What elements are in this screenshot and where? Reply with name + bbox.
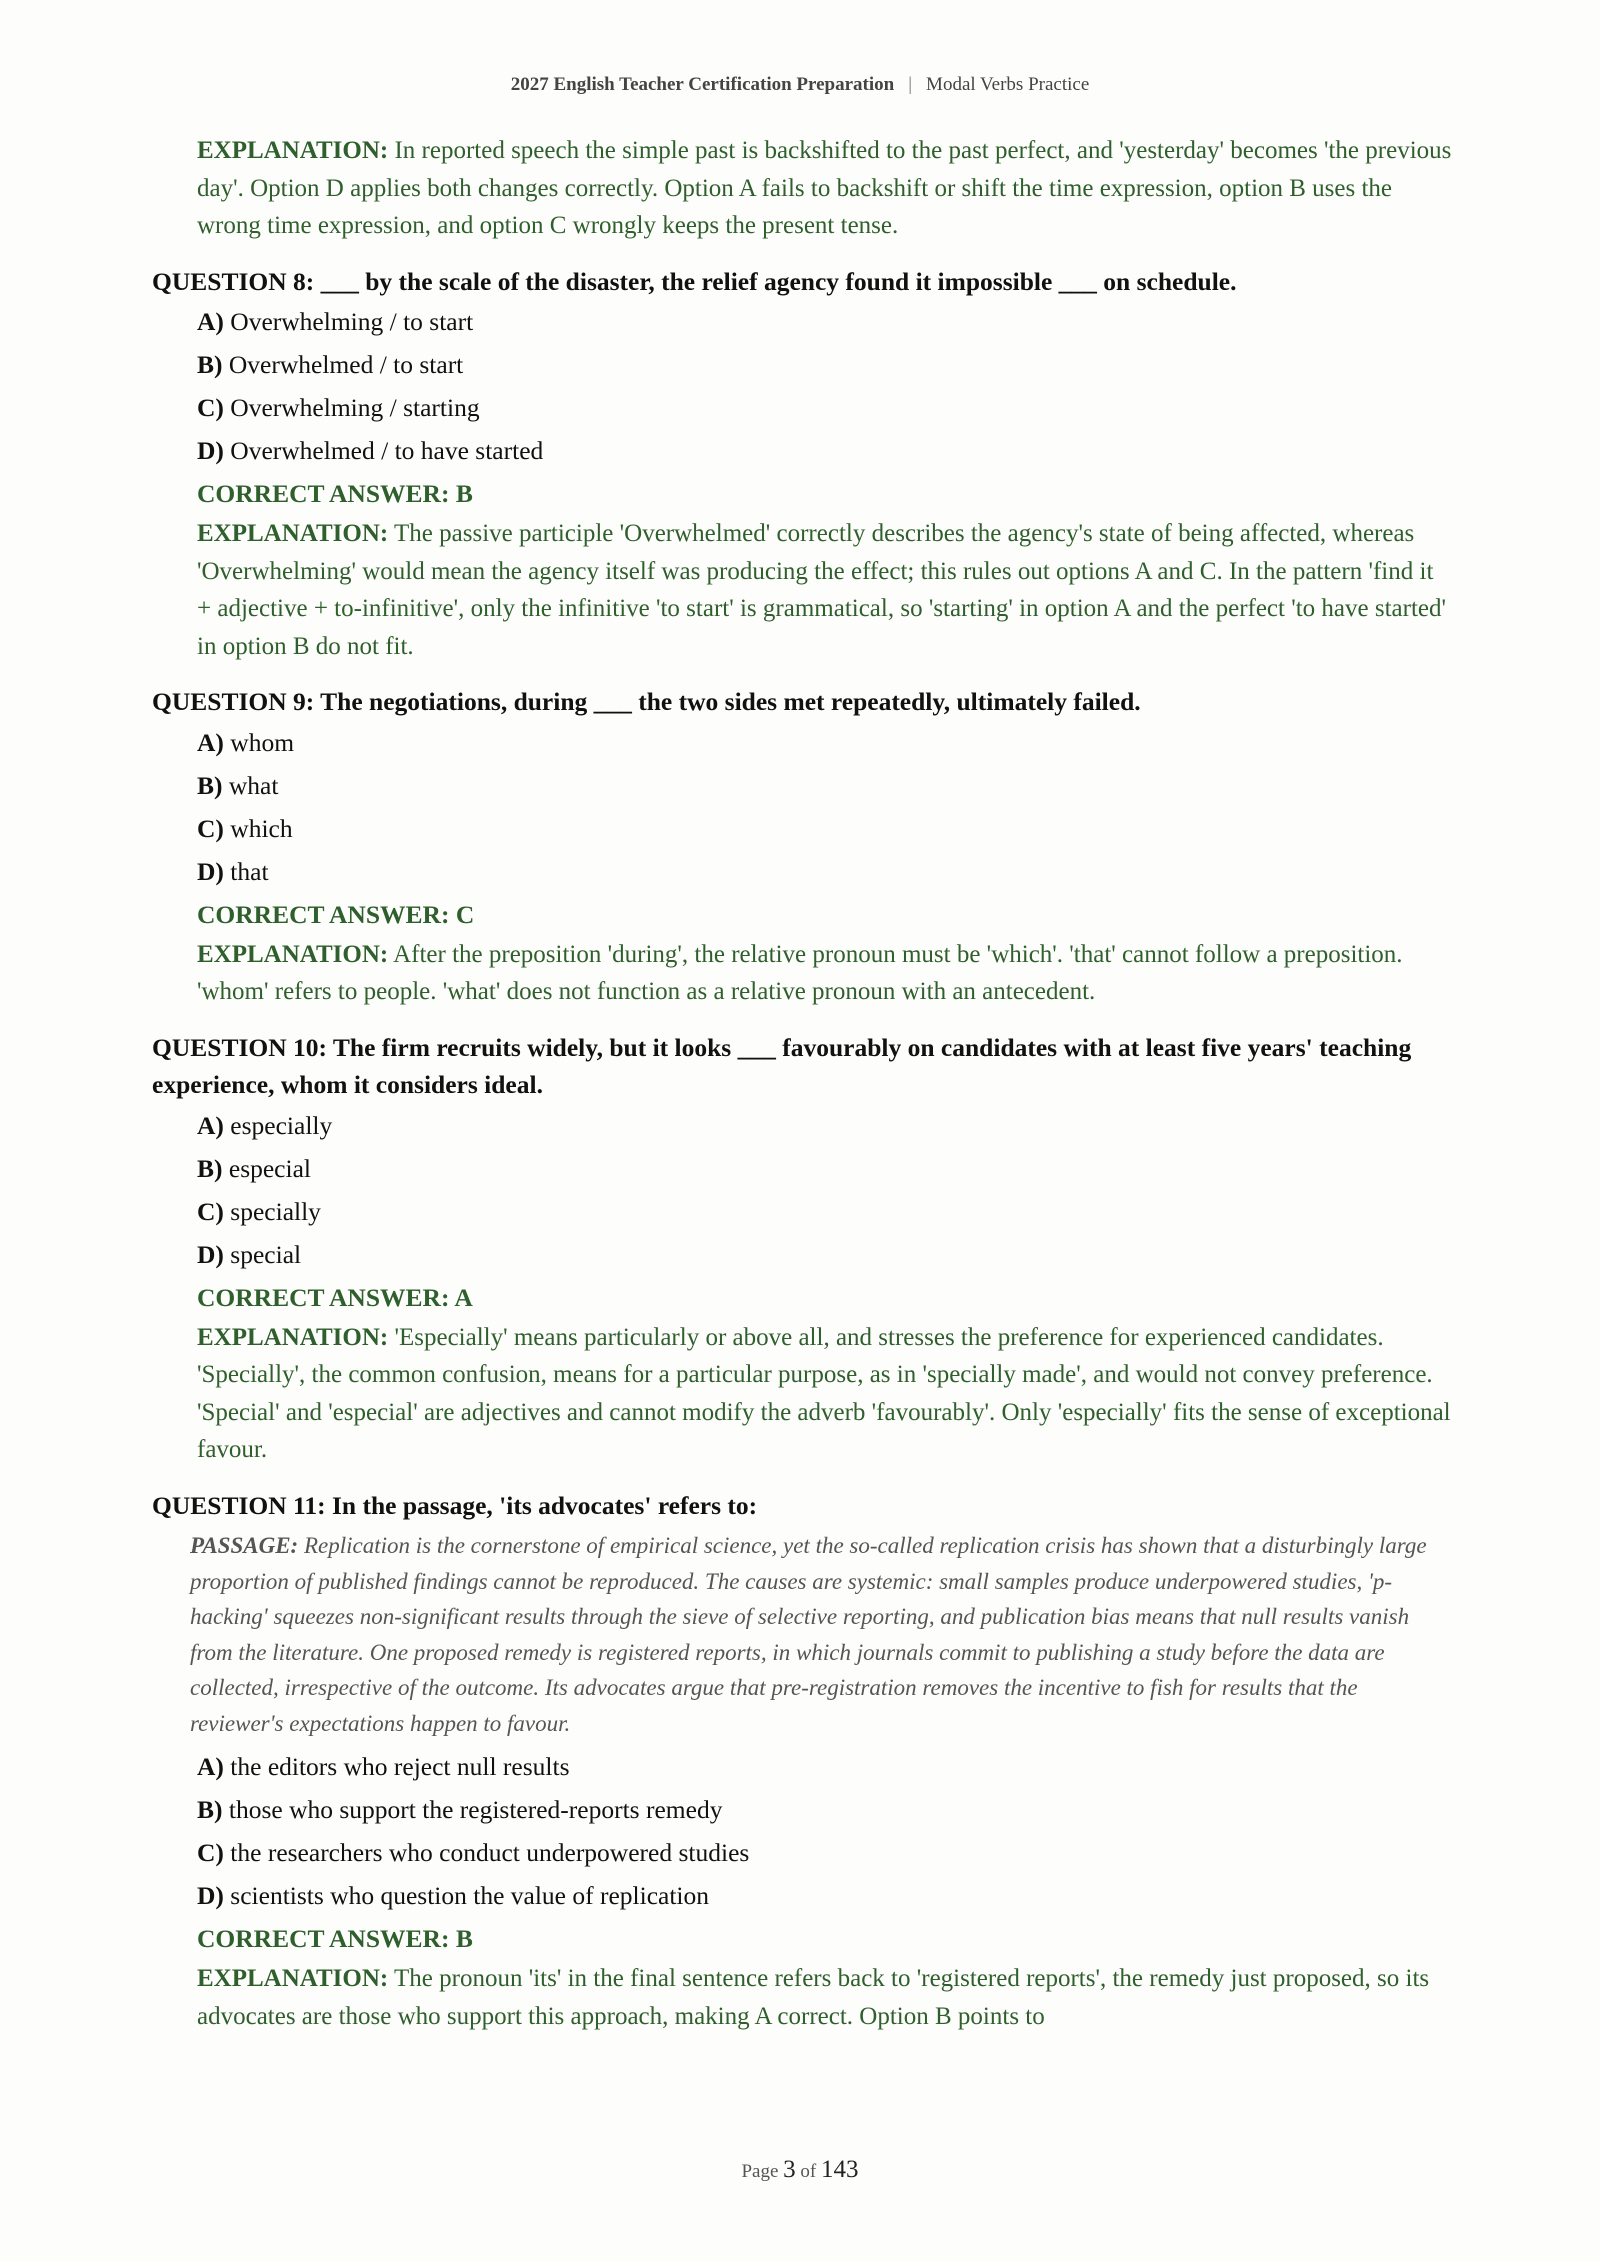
passage-text: Replication is the cornerstone of empirical science, yet the so-called replication crisis has shown that a disturbingly large proportion of published findings cannot be reproduced. The causes are systemic: small samples produce underpowered studies, 'p-hacking' squeezes non-significant results through the sieve of selective reporting, and publication bias means that null results vanish from the literature. One proposed remedy is registered reports, in which journals commit to publishing a study before the data are collected, irrespective of the outcome. Its advocates argue that pre-registration removes the incentive to fish for results that the reviewer's expectations happen to favour. bbox=[190, 1533, 1427, 1736]
question-8 bbox=[152, 263, 1452, 301]
option-text: especially bbox=[230, 1110, 333, 1140]
option-a bbox=[197, 1104, 1452, 1147]
question-text: In the passage, 'its advocates' refers to: bbox=[331, 1490, 758, 1520]
option-letter: C) bbox=[197, 1838, 224, 1867]
option-a bbox=[197, 721, 1452, 764]
option-text: scientists who question the value of replication bbox=[230, 1881, 710, 1910]
explanation-text: The passive participle 'Overwhelmed' correctly describes the agency's state of being affected, whereas 'Overwhelming' would mean the agency itself was producing the effect; this rules out options A and C. In the pattern 'find it + adjective + to-infinitive', only the infinitive 'to start' is grammatical, so 'starting' in option A and the perfect 'to have started' in option B do not fit. bbox=[197, 520, 1447, 660]
option-d bbox=[197, 429, 1452, 472]
options-q8 bbox=[197, 300, 1452, 472]
header-separator: | bbox=[908, 74, 913, 95]
explanation-text: In reported speech the simple past is backshifted to the past perfect, and 'yesterday' becomes 'the previous day'. Option D applies both changes correctly. Option A fails to backshift or shift the time expression, option B uses the wrong time expression, and option C wrongly keeps the present tense. bbox=[197, 137, 1452, 239]
option-b bbox=[197, 1788, 1452, 1831]
option-text: that bbox=[230, 856, 269, 886]
option-text: the editors who reject null results bbox=[230, 1752, 570, 1781]
options-q10 bbox=[197, 1104, 1452, 1276]
explanation-q11 bbox=[197, 1960, 1452, 2035]
page-content bbox=[152, 132, 1452, 2035]
option-a bbox=[197, 300, 1452, 343]
option-text: those who support the registered-reports remedy bbox=[228, 1795, 723, 1824]
reading-passage bbox=[190, 1528, 1452, 1741]
correct-answer-q10: CORRECT ANSWER: A bbox=[197, 1282, 473, 1312]
option-letter: B) bbox=[197, 770, 223, 800]
option-a bbox=[197, 1745, 1452, 1788]
option-text: what bbox=[228, 770, 279, 800]
option-letter: A) bbox=[197, 1752, 224, 1781]
option-letter: B) bbox=[197, 1153, 223, 1183]
explanation-label: EXPLANATION: bbox=[197, 137, 389, 164]
option-letter: B) bbox=[197, 1795, 223, 1824]
question-11 bbox=[152, 1487, 1452, 1525]
question-text: ___ by the scale of the disaster, the relief agency found it impossible ___ on schedule. bbox=[320, 266, 1237, 296]
header-subtitle: Modal Verbs Practice bbox=[926, 74, 1090, 95]
explanation-label: EXPLANATION: bbox=[197, 520, 389, 547]
option-c bbox=[197, 386, 1452, 429]
option-letter: A) bbox=[197, 1110, 224, 1140]
total-page-count: 143 bbox=[821, 2156, 859, 2183]
question-label: QUESTION 8: bbox=[152, 266, 315, 296]
options-q9 bbox=[197, 721, 1452, 893]
option-b bbox=[197, 1147, 1452, 1190]
option-c bbox=[197, 1190, 1452, 1233]
option-c bbox=[197, 1831, 1452, 1874]
option-text: special bbox=[230, 1239, 302, 1269]
option-text: Overwhelmed / to have started bbox=[230, 436, 544, 465]
passage-label: PASSAGE: bbox=[190, 1533, 299, 1558]
option-letter: D) bbox=[197, 856, 224, 886]
page-word: Page bbox=[741, 2161, 779, 2182]
option-text: which bbox=[230, 813, 293, 843]
options-q11 bbox=[197, 1745, 1452, 1917]
option-letter: A) bbox=[197, 307, 224, 336]
option-d bbox=[197, 850, 1452, 893]
explanation-q9 bbox=[197, 936, 1452, 1011]
option-text: the researchers who conduct underpowered studies bbox=[230, 1838, 750, 1867]
correct-answer-q11: CORRECT ANSWER: B bbox=[197, 1924, 473, 1953]
question-label: QUESTION 11: bbox=[152, 1490, 326, 1520]
question-text: The firm recruits widely, but it looks ___ favourably on candidates with at least five years' teaching experience, whom it considers ideal. bbox=[152, 1032, 1412, 1099]
question-label: QUESTION 9: bbox=[152, 687, 315, 716]
option-letter: D) bbox=[197, 436, 224, 465]
option-text: Overwhelmed / to start bbox=[228, 350, 464, 379]
option-text: Overwhelming / to start bbox=[230, 307, 474, 336]
option-d bbox=[197, 1874, 1452, 1917]
correct-answer-q9: CORRECT ANSWER: C bbox=[197, 899, 475, 929]
explanation-text: The pronoun 'its' in the final sentence refers back to 'registered reports', the remedy just proposed, so its advocates are those who support this approach, making A correct. Option B points to bbox=[197, 1965, 1430, 2030]
explanation-q8 bbox=[197, 515, 1452, 665]
option-d bbox=[197, 1233, 1452, 1276]
option-text: specially bbox=[230, 1196, 321, 1226]
explanation-q10 bbox=[197, 1319, 1452, 1469]
question-text: The negotiations, during ___ the two sides met repeatedly, ultimately failed. bbox=[320, 687, 1141, 716]
explanation-label: EXPLANATION: bbox=[197, 1323, 389, 1351]
option-letter: A) bbox=[197, 727, 224, 757]
explanation-q7 bbox=[197, 132, 1452, 245]
option-letter: C) bbox=[197, 1196, 224, 1226]
option-text: Overwhelming / starting bbox=[230, 393, 480, 422]
page-header bbox=[0, 74, 1600, 96]
explanation-label: EXPLANATION: bbox=[197, 1965, 389, 1992]
of-word: of bbox=[800, 2161, 817, 2182]
question-label: QUESTION 10: bbox=[152, 1032, 327, 1062]
question-9 bbox=[152, 683, 1452, 721]
current-page-number: 3 bbox=[783, 2156, 796, 2183]
option-letter: D) bbox=[197, 1881, 224, 1910]
explanation-text: 'Especially' means particularly or above all, and stresses the preference for experienced candidates. 'Specially', the common confusion, means for a particular purpose, as in 'specially made', and would not convey preference. 'Special' and 'especial' are adjectives and cannot modify the adverb 'favourably'. Only 'especially' fits the sense of exceptional favour. bbox=[197, 1323, 1451, 1463]
option-letter: C) bbox=[197, 393, 224, 422]
page-footer bbox=[0, 2156, 1600, 2184]
header-title: 2027 English Teacher Certification Preparation bbox=[510, 74, 895, 95]
option-b bbox=[197, 343, 1452, 386]
question-10 bbox=[152, 1029, 1452, 1104]
explanation-label: EXPLANATION: bbox=[197, 940, 389, 968]
option-letter: D) bbox=[197, 1239, 224, 1269]
explanation-text: After the preposition 'during', the relative pronoun must be 'which'. 'that' cannot follow a preposition. 'whom' refers to people. 'what' does not function as a relative pronoun with an antecedent. bbox=[197, 940, 1403, 1005]
correct-answer-q8: CORRECT ANSWER: B bbox=[197, 479, 473, 508]
option-text: especial bbox=[228, 1153, 311, 1183]
option-c bbox=[197, 807, 1452, 850]
option-letter: B) bbox=[197, 350, 223, 379]
option-b bbox=[197, 764, 1452, 807]
option-text: whom bbox=[230, 727, 295, 757]
option-letter: C) bbox=[197, 813, 224, 843]
